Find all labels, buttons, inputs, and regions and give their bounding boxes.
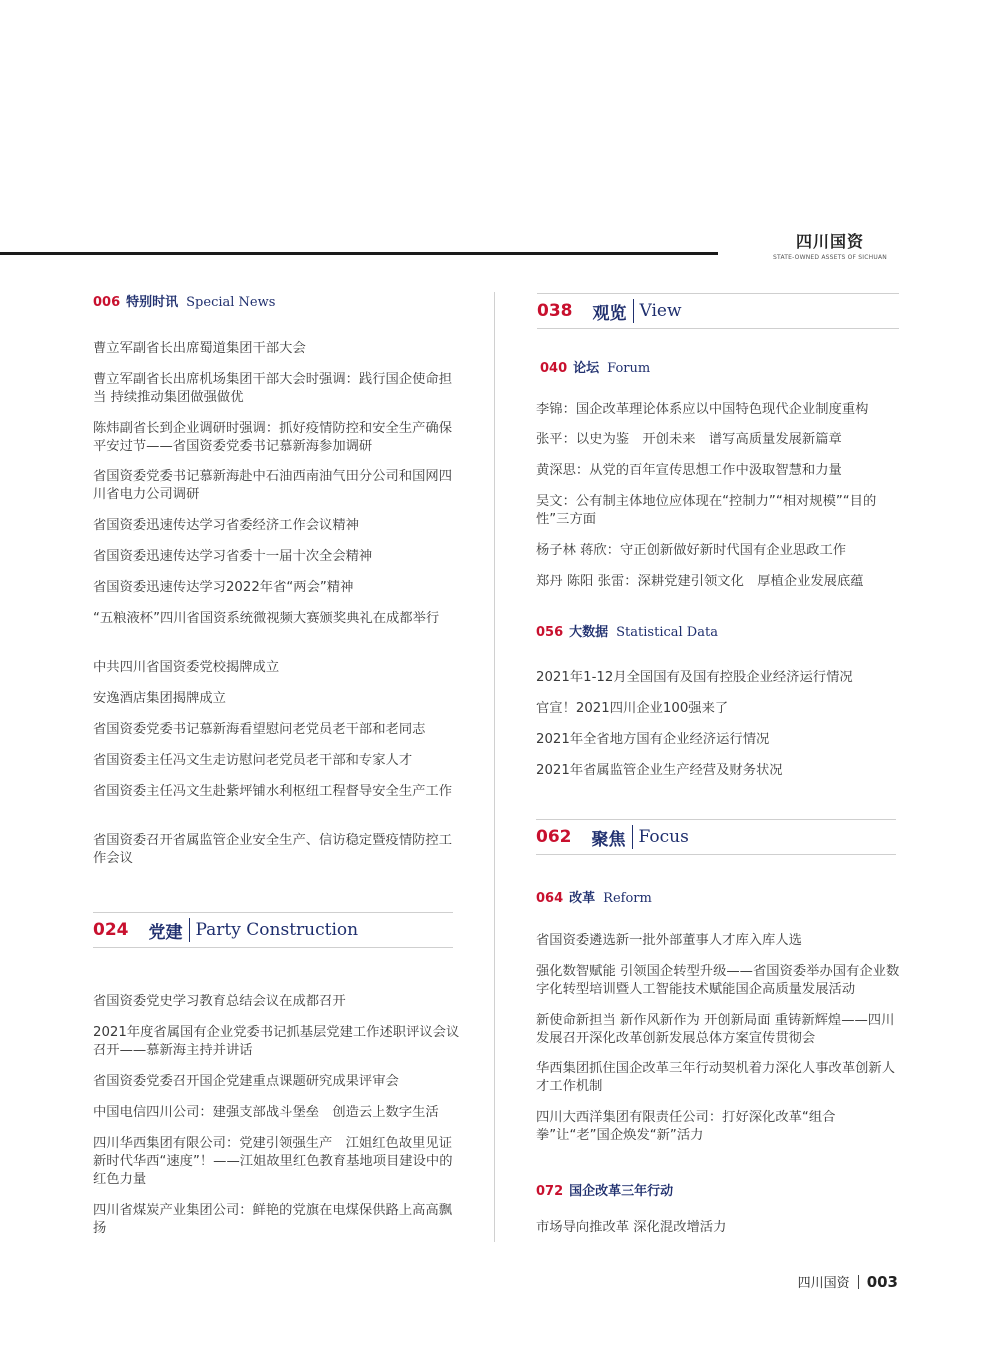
section-title-cn: 大数据 <box>569 625 609 640</box>
section-title-cn: 特别时讯 <box>126 295 179 310</box>
brand-english: STATE-OWNED ASSETS OF SICHUAN <box>773 254 887 261</box>
section-title-en: Forum <box>607 361 651 376</box>
toc-entry[interactable]: 省国资委召开省属监管企业安全生产、信访稳定暨疫情防控工作会议 <box>93 833 453 866</box>
section-focus[interactable] <box>536 819 896 855</box>
section-page-number: 024 <box>93 920 129 940</box>
toc-entry[interactable]: 黄深思：从党的百年宣传思想工作中汲取智慧和力量 <box>536 463 842 478</box>
toc-entry[interactable]: 市场导向推改革 深化混改增活力 <box>536 1220 727 1235</box>
toc-entry[interactable]: 李锦：国企改革理论体系应以中国特色现代企业制度重构 <box>536 402 869 417</box>
footer-separator <box>858 1275 859 1289</box>
toc-entry[interactable]: 省国资委主任冯文生赴紫坪铺水利枢纽工程督导安全生产工作 <box>93 784 453 799</box>
toc-entry[interactable]: 省国资委党委召开国企党建重点课题研究成果评审会 <box>93 1074 399 1089</box>
toc-entry[interactable]: 陈炜副省长到企业调研时强调：抓好疫情防控和安全生产确保平安过节——省国资委党委书记慕新海参加调研 <box>93 421 453 454</box>
toc-entry[interactable]: 华西集团抓住国企改革三年行动契机着力深化人事改革创新人才工作机制 <box>536 1061 896 1094</box>
toc-entry[interactable]: 中国电信四川公司：建强支部战斗堡垒 创造云上数字生活 <box>93 1105 439 1120</box>
column-divider <box>494 292 495 1242</box>
section-page-number: 040 <box>540 361 568 376</box>
brand-chinese: 四川国资 <box>795 232 864 251</box>
section-title-cn: 改革 <box>569 891 596 906</box>
toc-entry[interactable]: 2021年省属监管企业生产经营及财务状况 <box>536 763 783 778</box>
toc-entry[interactable]: 张平：以史为鉴 开创未来 谱写高质量发展新篇章 <box>536 432 842 447</box>
toc-entry[interactable]: 中共四川省国资委党校揭牌成立 <box>93 660 280 675</box>
section-forum[interactable] <box>540 357 650 376</box>
section-page-number: 056 <box>536 625 564 640</box>
title-separator <box>632 825 633 849</box>
toc-entry[interactable]: 省国资委迅速传达学习省委经济工作会议精神 <box>93 518 359 533</box>
section-title-en: Focus <box>638 827 689 847</box>
section-page-number: 072 <box>536 1184 564 1199</box>
section-title-cn: 党建 <box>148 922 183 943</box>
toc-entry[interactable]: 曹立军副省长出席蜀道集团干部大会 <box>93 341 306 356</box>
toc-entry[interactable]: 官宣！2021四川企业100强来了 <box>536 701 729 716</box>
section-title-en: Reform <box>603 891 652 906</box>
toc-entry[interactable]: 强化数智赋能 引领国企转型升级——省国资委举办国有企业数字化转型培训暨人工智能技术赋能国企高质量发展活动 <box>536 964 900 997</box>
toc-entry[interactable]: 省国资委党委书记慕新海看望慰问老党员老干部和老同志 <box>93 722 426 737</box>
toc-entry[interactable]: “五粮液杯”四川省国资系统微视频大赛颁奖典礼在成都举行 <box>93 611 440 626</box>
section-title-en: Party Construction <box>195 920 359 940</box>
section-title-cn: 国企改革三年行动 <box>569 1184 674 1199</box>
toc-entry[interactable]: 省国资委党史学习教育总结会议在成都召开 <box>93 994 346 1009</box>
section-page-number: 064 <box>536 891 564 906</box>
toc-entry[interactable]: 吴文：公有制主体地位应体现在“控制力”“相对规模”“目的性”三方面 <box>536 494 877 527</box>
toc-entry[interactable]: 新使命新担当 新作风新作为 开创新局面 重铸新辉煌——四川发展召开深化改革创新发展总体方案宣传贯彻会 <box>536 1013 895 1046</box>
section-title-en: Special News <box>186 295 276 310</box>
toc-entry[interactable]: 四川省煤炭产业集团公司：鲜艳的党旗在电煤保供路上高高飘扬 <box>93 1203 453 1236</box>
section-reform[interactable] <box>536 887 652 906</box>
toc-entry[interactable]: 省国资委主任冯文生走访慰问老党员老干部和专家人才 <box>93 753 413 768</box>
section-three-year-action[interactable] <box>536 1180 673 1199</box>
title-separator <box>189 918 190 942</box>
section-title-cn: 论坛 <box>573 361 600 376</box>
toc-entry[interactable]: 省国资委遴选新一批外部董事人才库入库人选 <box>536 933 802 948</box>
toc-entry[interactable]: 四川大西洋集团有限责任公司：打好深化改革“组合拳”让“老”国企焕发“新”活力 <box>536 1110 836 1143</box>
section-page-number: 006 <box>93 295 121 310</box>
toc-entry[interactable]: 2021年1-12月全国国有及国有控股企业经济运行情况 <box>536 670 853 685</box>
header-rule <box>0 252 718 255</box>
toc-entry[interactable]: 省国资委迅速传达学习2022年省“两会”精神 <box>93 580 354 595</box>
toc-entry[interactable]: 安逸酒店集团揭牌成立 <box>93 691 226 706</box>
section-title-cn: 观览 <box>592 303 627 324</box>
section-page-number: 062 <box>536 827 572 847</box>
page-footer <box>798 1272 898 1291</box>
section-special-news[interactable] <box>93 291 275 310</box>
magazine-brand <box>770 229 890 261</box>
page-number: 003 <box>866 1272 898 1291</box>
section-title-en: View <box>639 301 682 321</box>
section-title-cn: 聚焦 <box>591 829 626 850</box>
section-party-construction[interactable] <box>93 912 453 948</box>
toc-entry[interactable]: 杨子林 蒋欣：守正创新做好新时代国有企业思政工作 <box>536 543 847 558</box>
toc-entry[interactable]: 省国资委党委书记慕新海赴中石油西南油气田分公司和国网四川省电力公司调研 <box>93 469 453 502</box>
section-statistical-data[interactable] <box>536 621 718 640</box>
toc-entry[interactable]: 四川华西集团有限公司：党建引领强生产 江姐红色故里见证新时代华西“速度”！——江姐故里红色教育基地项目建设中的红色力量 <box>93 1136 453 1187</box>
toc-entry[interactable]: 2021年度省属国有企业党委书记抓基层党建工作述职评议会议召开——慕新海主持并讲话 <box>93 1025 460 1058</box>
toc-entry[interactable]: 2021年全省地方国有企业经济运行情况 <box>536 732 770 747</box>
toc-entry[interactable]: 省国资委迅速传达学习省委十一届十次全会精神 <box>93 549 373 564</box>
toc-entry[interactable]: 郑丹 陈阳 张雷：深耕党建引领文化 厚植企业发展底蕴 <box>536 574 864 589</box>
section-page-number: 038 <box>537 301 573 321</box>
section-title-en: Statistical Data <box>616 625 718 640</box>
section-view[interactable] <box>537 293 899 329</box>
footer-brand: 四川国资 <box>797 1276 850 1291</box>
toc-entry[interactable]: 曹立军副省长出席机场集团干部大会时强调：践行国企使命担当 持续推动集团做强做优 <box>93 372 453 405</box>
title-separator <box>633 299 634 323</box>
